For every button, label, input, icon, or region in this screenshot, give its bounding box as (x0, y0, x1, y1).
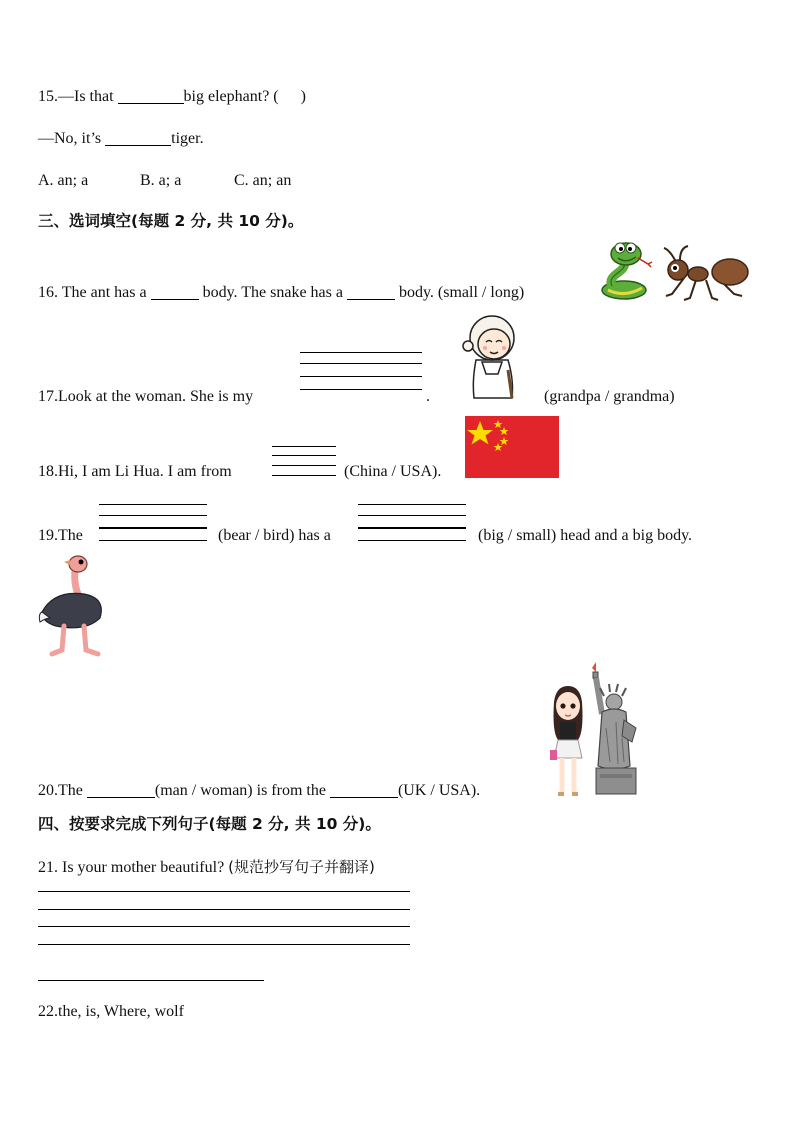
q20-line (38, 781, 480, 801)
q17-dot: . (426, 388, 430, 405)
snake-icon (598, 240, 654, 302)
q21-translation-line[interactable] (38, 980, 264, 981)
q19-writing-line-a1[interactable] (99, 504, 207, 505)
q19-writing-line-a4[interactable] (99, 540, 207, 541)
q15-option-a[interactable]: A. an; a (38, 172, 89, 189)
q21-writing-line-2[interactable] (38, 909, 410, 910)
q16-post: body. (small / long) (398, 284, 525, 301)
q20-blank-2[interactable] (330, 781, 398, 798)
q18-writing-line-3[interactable] (272, 465, 336, 466)
q19-pre: 19.The (38, 527, 83, 544)
q15-option-c[interactable]: C. an; an (234, 172, 292, 189)
q15-line1 (38, 87, 306, 107)
q20-mid: (man / woman) is from the (154, 782, 326, 799)
q17-writing-line-2[interactable] (300, 363, 422, 364)
q19-writing-line-b2[interactable] (358, 515, 466, 516)
q15-option-b[interactable]: B. a; a (140, 172, 182, 189)
q21-writing-line-4[interactable] (38, 944, 410, 945)
q21-line (38, 857, 375, 878)
q15-line2 (38, 129, 204, 149)
section3-heading: 三、选词填空(每题 2 分, 共 10 分)。 (38, 212, 304, 230)
q19-choice2: (big / small) head and a big body. (478, 527, 693, 544)
girl-icon (548, 684, 588, 798)
ant-icon (662, 244, 754, 304)
q19-writing-line-a3[interactable] (99, 527, 207, 529)
q18-choices: (China / USA). (344, 463, 442, 480)
q19-writing-line-a2[interactable] (99, 515, 207, 516)
china-flag-icon (465, 416, 559, 478)
ostrich-icon (36, 554, 112, 658)
q19-writing-line-b3[interactable] (358, 527, 466, 529)
q18-writing-line-4[interactable] (272, 475, 336, 476)
q16-blank-2[interactable] (347, 283, 395, 300)
q15-paren-close: ) (300, 88, 306, 105)
q15-line1-pre: 15.—Is that (38, 88, 114, 105)
q16-pre: 16. The ant has a (38, 284, 147, 301)
q16-line (38, 283, 524, 303)
q20-pre: 20.The (38, 782, 83, 799)
q17-writing-line-4[interactable] (300, 389, 422, 390)
q16-blank-1[interactable] (151, 283, 199, 300)
q15-blank-1[interactable] (118, 87, 184, 104)
q15-blank-2[interactable] (105, 129, 171, 146)
q19-writing-line-b1[interactable] (358, 504, 466, 505)
q21-writing-line-1[interactable] (38, 891, 410, 892)
q18-writing-line-1[interactable] (272, 446, 336, 447)
q17-text: 17.Look at the woman. She is my (38, 388, 254, 405)
q17-choices: (grandpa / grandma) (544, 388, 675, 405)
q15-line2-post: tiger. (171, 130, 204, 147)
q21-instruction: (规范抄写句子并翻译) (228, 858, 375, 876)
q17-writing-line-3[interactable] (300, 376, 422, 377)
q21-writing-line-3[interactable] (38, 926, 410, 927)
q18-writing-line-2[interactable] (272, 455, 336, 456)
q22-words: 22.the, is, Where, wolf (38, 1003, 184, 1020)
q20-post: (UK / USA). (397, 782, 481, 799)
grandma-icon (458, 310, 528, 400)
q15-line1-post: big elephant? ( (183, 88, 279, 105)
q21-sentence: 21. Is your mother beautiful? (38, 859, 225, 876)
statue-of-liberty-icon (588, 658, 644, 798)
q19-writing-line-b4[interactable] (358, 540, 466, 541)
q16-mid: body. The snake has a (202, 284, 343, 301)
section4-heading: 四、按要求完成下列句子(每题 2 分, 共 10 分)。 (38, 815, 381, 833)
q19-choice1: (bear / bird) has a (218, 527, 331, 544)
q17-writing-line-1[interactable] (300, 352, 422, 353)
q20-blank-1[interactable] (87, 781, 155, 798)
q18-text: 18.Hi, I am Li Hua. I am from (38, 463, 232, 480)
q15-line2-pre: —No, it’s (38, 130, 102, 147)
